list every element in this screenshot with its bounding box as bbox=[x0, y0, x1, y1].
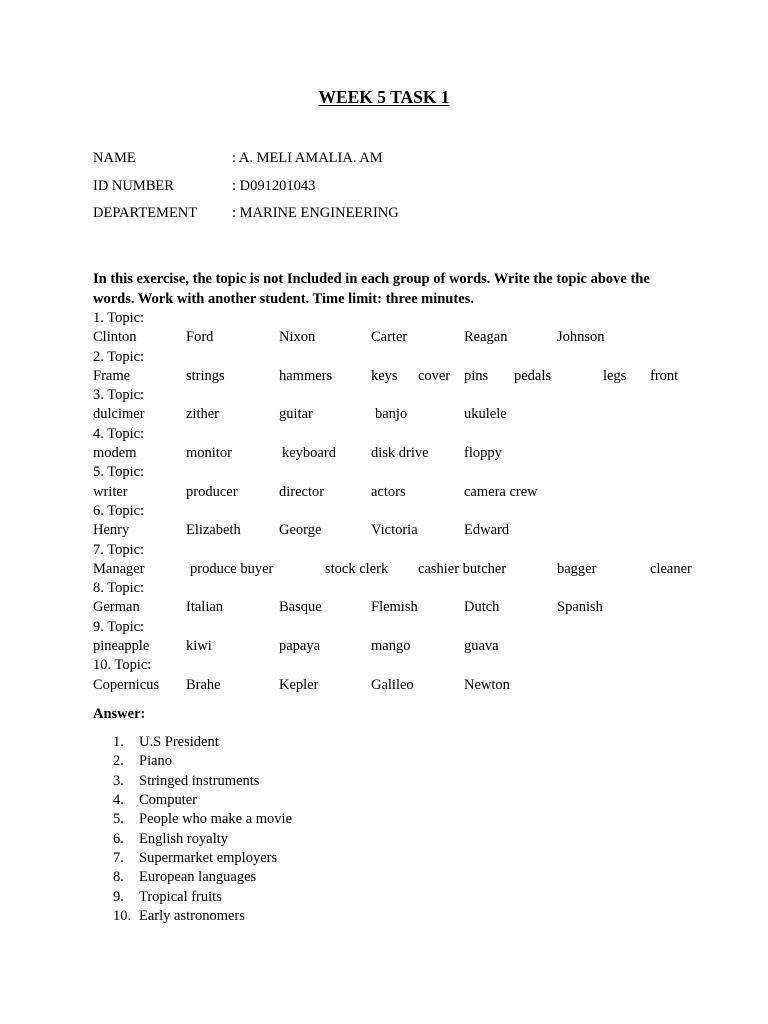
topic-label: 5. Topic: bbox=[93, 464, 145, 481]
word: actors bbox=[371, 483, 406, 500]
list-item-number: 2. bbox=[113, 753, 124, 770]
word: German bbox=[93, 599, 140, 616]
word: Flemish bbox=[371, 599, 418, 616]
list-item-text: European languages bbox=[139, 869, 257, 886]
word: Basque bbox=[279, 599, 322, 616]
word: pins bbox=[464, 367, 489, 384]
list-item-text: Early astronomers bbox=[139, 908, 245, 925]
word: dulcimer bbox=[93, 406, 145, 423]
word-row bbox=[93, 367, 679, 386]
word-row bbox=[93, 483, 538, 502]
word-row bbox=[93, 405, 507, 424]
word: Ford bbox=[186, 329, 214, 346]
word-groups bbox=[93, 309, 692, 695]
word: Edward bbox=[464, 522, 510, 539]
word: Galileo bbox=[371, 676, 414, 693]
list-item-text: Computer bbox=[139, 792, 197, 809]
info-value: : MARINE ENGINEERING bbox=[232, 205, 399, 221]
list-item-number: 8. bbox=[113, 869, 124, 886]
word-row bbox=[93, 560, 692, 579]
word: papaya bbox=[279, 638, 321, 655]
word: disk drive bbox=[371, 445, 429, 462]
word: Clinton bbox=[93, 329, 137, 346]
word: Elizabeth bbox=[186, 522, 241, 539]
word-row bbox=[93, 521, 510, 540]
word: pedals bbox=[514, 367, 552, 384]
list-item-number: 4. bbox=[113, 792, 124, 809]
word: cleaner bbox=[650, 560, 692, 577]
list-item-text: U.S President bbox=[139, 734, 219, 750]
word: strings bbox=[186, 367, 225, 384]
word-row bbox=[93, 637, 499, 656]
word: monitor bbox=[186, 445, 232, 462]
word: keys bbox=[371, 367, 398, 384]
topic-label: 1. Topic: bbox=[93, 310, 145, 326]
info-label: ID NUMBER bbox=[93, 177, 174, 194]
word: Kepler bbox=[279, 676, 319, 693]
word: Frame bbox=[93, 367, 131, 384]
word: legs bbox=[603, 367, 627, 384]
word: Johnson bbox=[557, 329, 605, 346]
word: camera crew bbox=[464, 483, 538, 500]
word: produce buyer bbox=[190, 560, 274, 577]
info-label: NAME bbox=[93, 150, 136, 166]
word-row bbox=[93, 328, 605, 347]
list-item-number: 5. bbox=[113, 811, 124, 828]
word: producer bbox=[186, 483, 238, 500]
word: floppy bbox=[464, 445, 502, 462]
word: guava bbox=[464, 638, 499, 655]
word: Nixon bbox=[279, 329, 316, 346]
list-item-text: English royalty bbox=[139, 830, 229, 847]
list-item-text: Tropical fruits bbox=[139, 888, 222, 905]
word-row bbox=[93, 676, 510, 695]
word: hammers bbox=[279, 367, 333, 384]
list-item-number: 10. bbox=[113, 908, 132, 925]
list-item-number: 7. bbox=[113, 850, 124, 867]
list-item-number: 9. bbox=[113, 888, 124, 905]
topic-label: 7. Topic: bbox=[93, 541, 145, 558]
word-row bbox=[93, 598, 603, 617]
word: Brahe bbox=[186, 676, 221, 693]
word-row bbox=[93, 444, 502, 463]
word: Manager bbox=[93, 560, 145, 577]
word: Reagan bbox=[464, 329, 508, 346]
list-item-number: 1. bbox=[113, 734, 124, 750]
topic-label: 4. Topic: bbox=[93, 425, 145, 442]
list-item-number: 6. bbox=[113, 830, 124, 847]
word: mango bbox=[371, 638, 411, 655]
list-item-text: Supermarket employers bbox=[139, 850, 278, 867]
word: stock clerk bbox=[325, 560, 389, 577]
word: banjo bbox=[375, 406, 408, 423]
info-value: : A. MELI AMALIA. AM bbox=[232, 150, 383, 166]
word: Italian bbox=[186, 599, 224, 616]
topic-label: 9. Topic: bbox=[93, 618, 145, 635]
word: Newton bbox=[464, 676, 510, 693]
word: George bbox=[279, 522, 322, 539]
word: writer bbox=[93, 483, 128, 500]
word: Victoria bbox=[371, 522, 418, 539]
word: Carter bbox=[371, 329, 408, 346]
topic-label: 3. Topic: bbox=[93, 387, 145, 404]
info-value: : D091201043 bbox=[232, 177, 316, 194]
word: Dutch bbox=[464, 599, 500, 616]
word: bagger bbox=[557, 560, 597, 577]
answer-heading: Answer: bbox=[93, 706, 146, 722]
word: guitar bbox=[279, 406, 313, 423]
topic-label: 6. Topic: bbox=[93, 502, 145, 519]
topic-label: 2. Topic: bbox=[93, 348, 145, 365]
word: Henry bbox=[93, 522, 130, 539]
word: cover bbox=[418, 367, 451, 384]
word: modem bbox=[93, 445, 137, 462]
word: ukulele bbox=[464, 406, 507, 423]
word: keyboard bbox=[282, 445, 336, 462]
word: zither bbox=[186, 406, 220, 423]
word: Copernicus bbox=[93, 676, 160, 693]
list-item-number: 3. bbox=[113, 772, 124, 789]
word: cashier butcher bbox=[418, 560, 507, 577]
list-item-text: People who make a movie bbox=[139, 811, 293, 828]
word: pineapple bbox=[93, 638, 150, 655]
topic-label: 8. Topic: bbox=[93, 580, 145, 597]
list-item-text: Piano bbox=[139, 753, 173, 770]
page-title: WEEK 5 TASK 1 bbox=[318, 87, 450, 107]
info-label: DEPARTEMENT bbox=[93, 205, 198, 221]
word: kiwi bbox=[186, 638, 212, 655]
word: front bbox=[650, 367, 679, 384]
word: Spanish bbox=[557, 599, 603, 616]
exercise-instructions: In this exercise, the topic is not Included in each group of words. Write the topic above the words. Work with another student. Time limit: three minutes. bbox=[93, 271, 650, 307]
word: director bbox=[279, 483, 325, 500]
list-item-text: Stringed instruments bbox=[139, 772, 260, 789]
topic-label: 10. Topic: bbox=[93, 657, 152, 674]
